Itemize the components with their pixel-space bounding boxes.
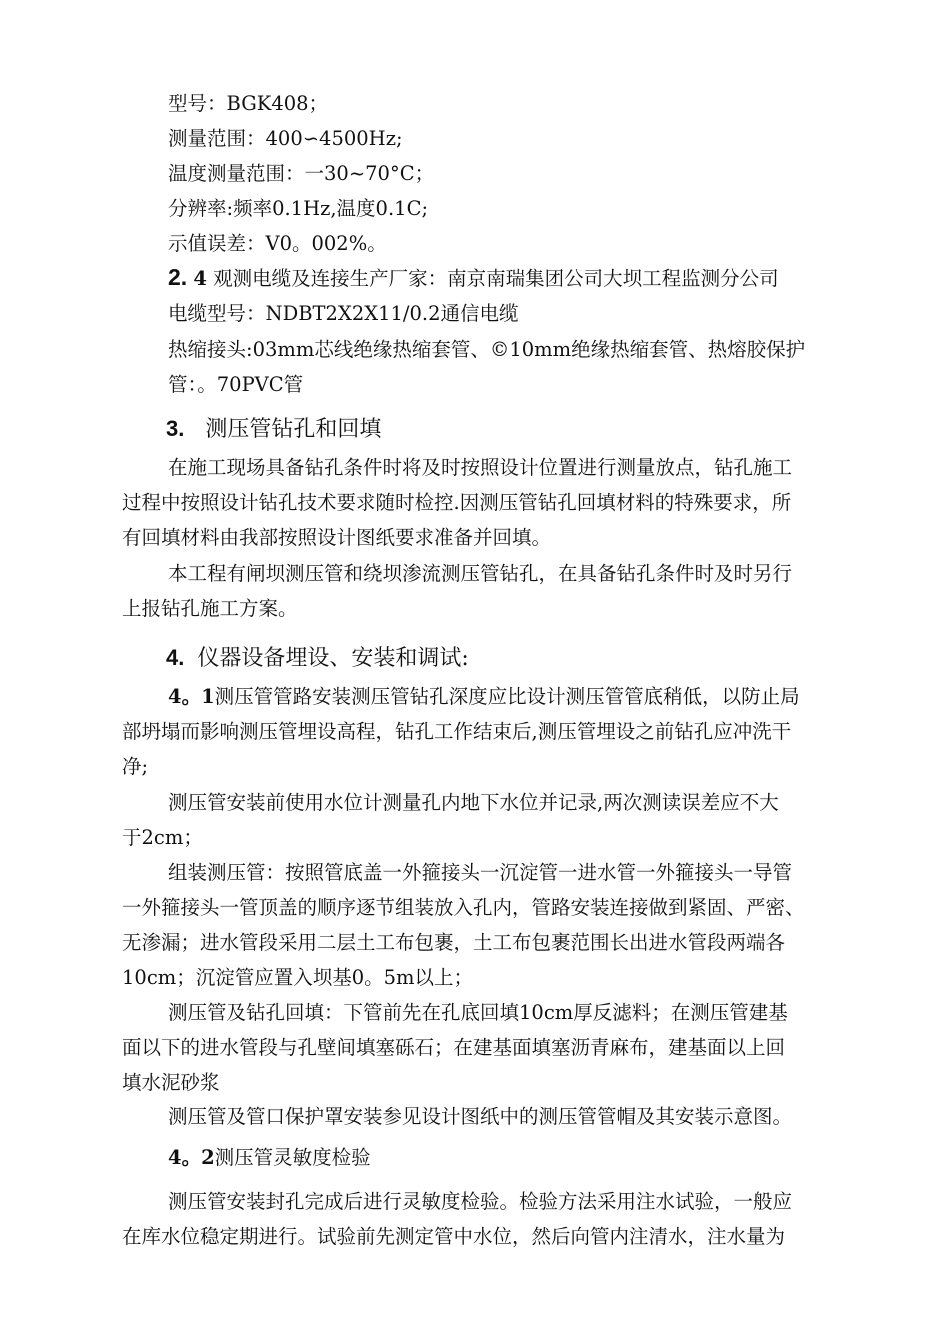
spec-model: 型号：BGK408； [168, 92, 329, 115]
s4-p3-line: 无渗漏；进水管段采用二层土工布包裹，土工布包裹范围长出进水管段两端各 [122, 931, 786, 954]
s4-p3-line: 一外箍接头一管顶盖的顺序逐节组装放入孔内，管路安装连接做到紧固、严密、 [122, 896, 805, 919]
s3-p1-line: 过程中按照设计钻孔技术要求随时检控.因测压管钻孔回填材料的特殊要求，所 [122, 491, 792, 514]
s4-p5-line: 测压管及管口保护罩安装参见设计图纸中的测压管管帽及其安装示意图。 [168, 1105, 793, 1128]
section-2-4-line [168, 265, 779, 291]
s3-p1-line: 在施工现场具备钻孔条件时将及时按照设计位置进行测量放点，钻孔施工 [168, 456, 793, 479]
s4-p6-line: 测压管安装封孔完成后进行灵敏度检验。检验方法采用注水试验，一般应 [168, 1190, 793, 1213]
s4-p1-line: 净; [122, 755, 149, 778]
s3-p1-line: 有回填材料由我部按照设计图纸要求准备并回填。 [122, 526, 552, 549]
s4-p4-line: 测压管及钻孔回填：下管前先在孔底回填10cm厚反滤料；在测压管建基 [168, 1001, 788, 1024]
s4-p1-line: 部坍塌而影响测压管埋设高程，钻孔工作结束后,测压管埋设之前钻孔应冲洗干 [122, 720, 792, 743]
section-3-title: 测压管钻孔和回填 [205, 417, 382, 442]
spec-error: 示值误差：V0。002%。 [168, 232, 387, 255]
s4-p3-line: 组装测压管：按照管底盖一外箍接头一沉淀管一进水管一外箍接头一导管 [168, 861, 793, 884]
s4-p3-line: 10cm；沉淀管应置入坝基0。5m以上； [122, 966, 474, 989]
s3-p2-line: 本工程有闸坝测压管和绕坝渗流测压管钻孔，在具备钻孔条件时及时另行 [168, 562, 793, 585]
s4-p1-line: 测压管管路安装测压管钻孔深度应比设计测压管管底稍低，以防止局 [214, 685, 800, 708]
s4-p2-line: 测压管安装前使用水位计测量孔内地下水位并记录,两次测读误差应不大 [168, 791, 779, 814]
section-2-4-text: 观测电缆及连接生产厂家：南京南瑞集团公司大坝工程监测分公司 [213, 267, 779, 290]
spec-range: 测量范围：400∽4500Hz; [168, 127, 403, 150]
section-4-number: 4. [166, 645, 185, 670]
spec-temp-range: 温度测量范围：一30~70°C； [168, 162, 435, 185]
s4-p2-line: 于2cm； [122, 826, 203, 849]
s4-p6-line: 在库水位稳定期进行。试验前先测定管中水位，然后向管内注清水，注水量为 [122, 1225, 786, 1248]
s4-p4-line: 填水泥砂浆 [122, 1071, 220, 1094]
s4-p4-line: 面以下的进水管段与孔壁间填塞砾石；在建基面填塞沥青麻布，建基面以上回 [122, 1036, 786, 1059]
section-4-title: 仪器设备埋设、安装和调试: [197, 646, 469, 671]
section-4-heading [166, 644, 469, 673]
section-4-2-number: 4。2 [168, 1146, 215, 1169]
heat-shrink-line-1: 热缩接头:03mm芯线绝缘热缩套管、©10mm绝缘热缩套管、热熔胶保护 [168, 338, 806, 361]
spec-resolution: 分辨率:频率0.1Hz,温度0.1C; [168, 197, 429, 220]
s4-1-line [168, 685, 800, 709]
heat-shrink-line-2: 管：。70PVC管 [168, 373, 304, 396]
section-3-number: 3. [166, 416, 185, 441]
section-4-1-number: 4。1 [168, 685, 215, 708]
section-4-2-heading [168, 1146, 371, 1170]
section-2-4-subnumber: 4 [193, 267, 207, 290]
section-4-2-title: 测压管灵敏度检验 [214, 1146, 371, 1169]
s3-p2-line: 上报钻孔施工方案。 [122, 597, 298, 620]
cable-model: 电缆型号：NDBT2X2X11/0.2通信电缆 [168, 302, 519, 325]
section-3-heading [166, 415, 381, 444]
section-2-4-number: 2. [168, 264, 188, 290]
